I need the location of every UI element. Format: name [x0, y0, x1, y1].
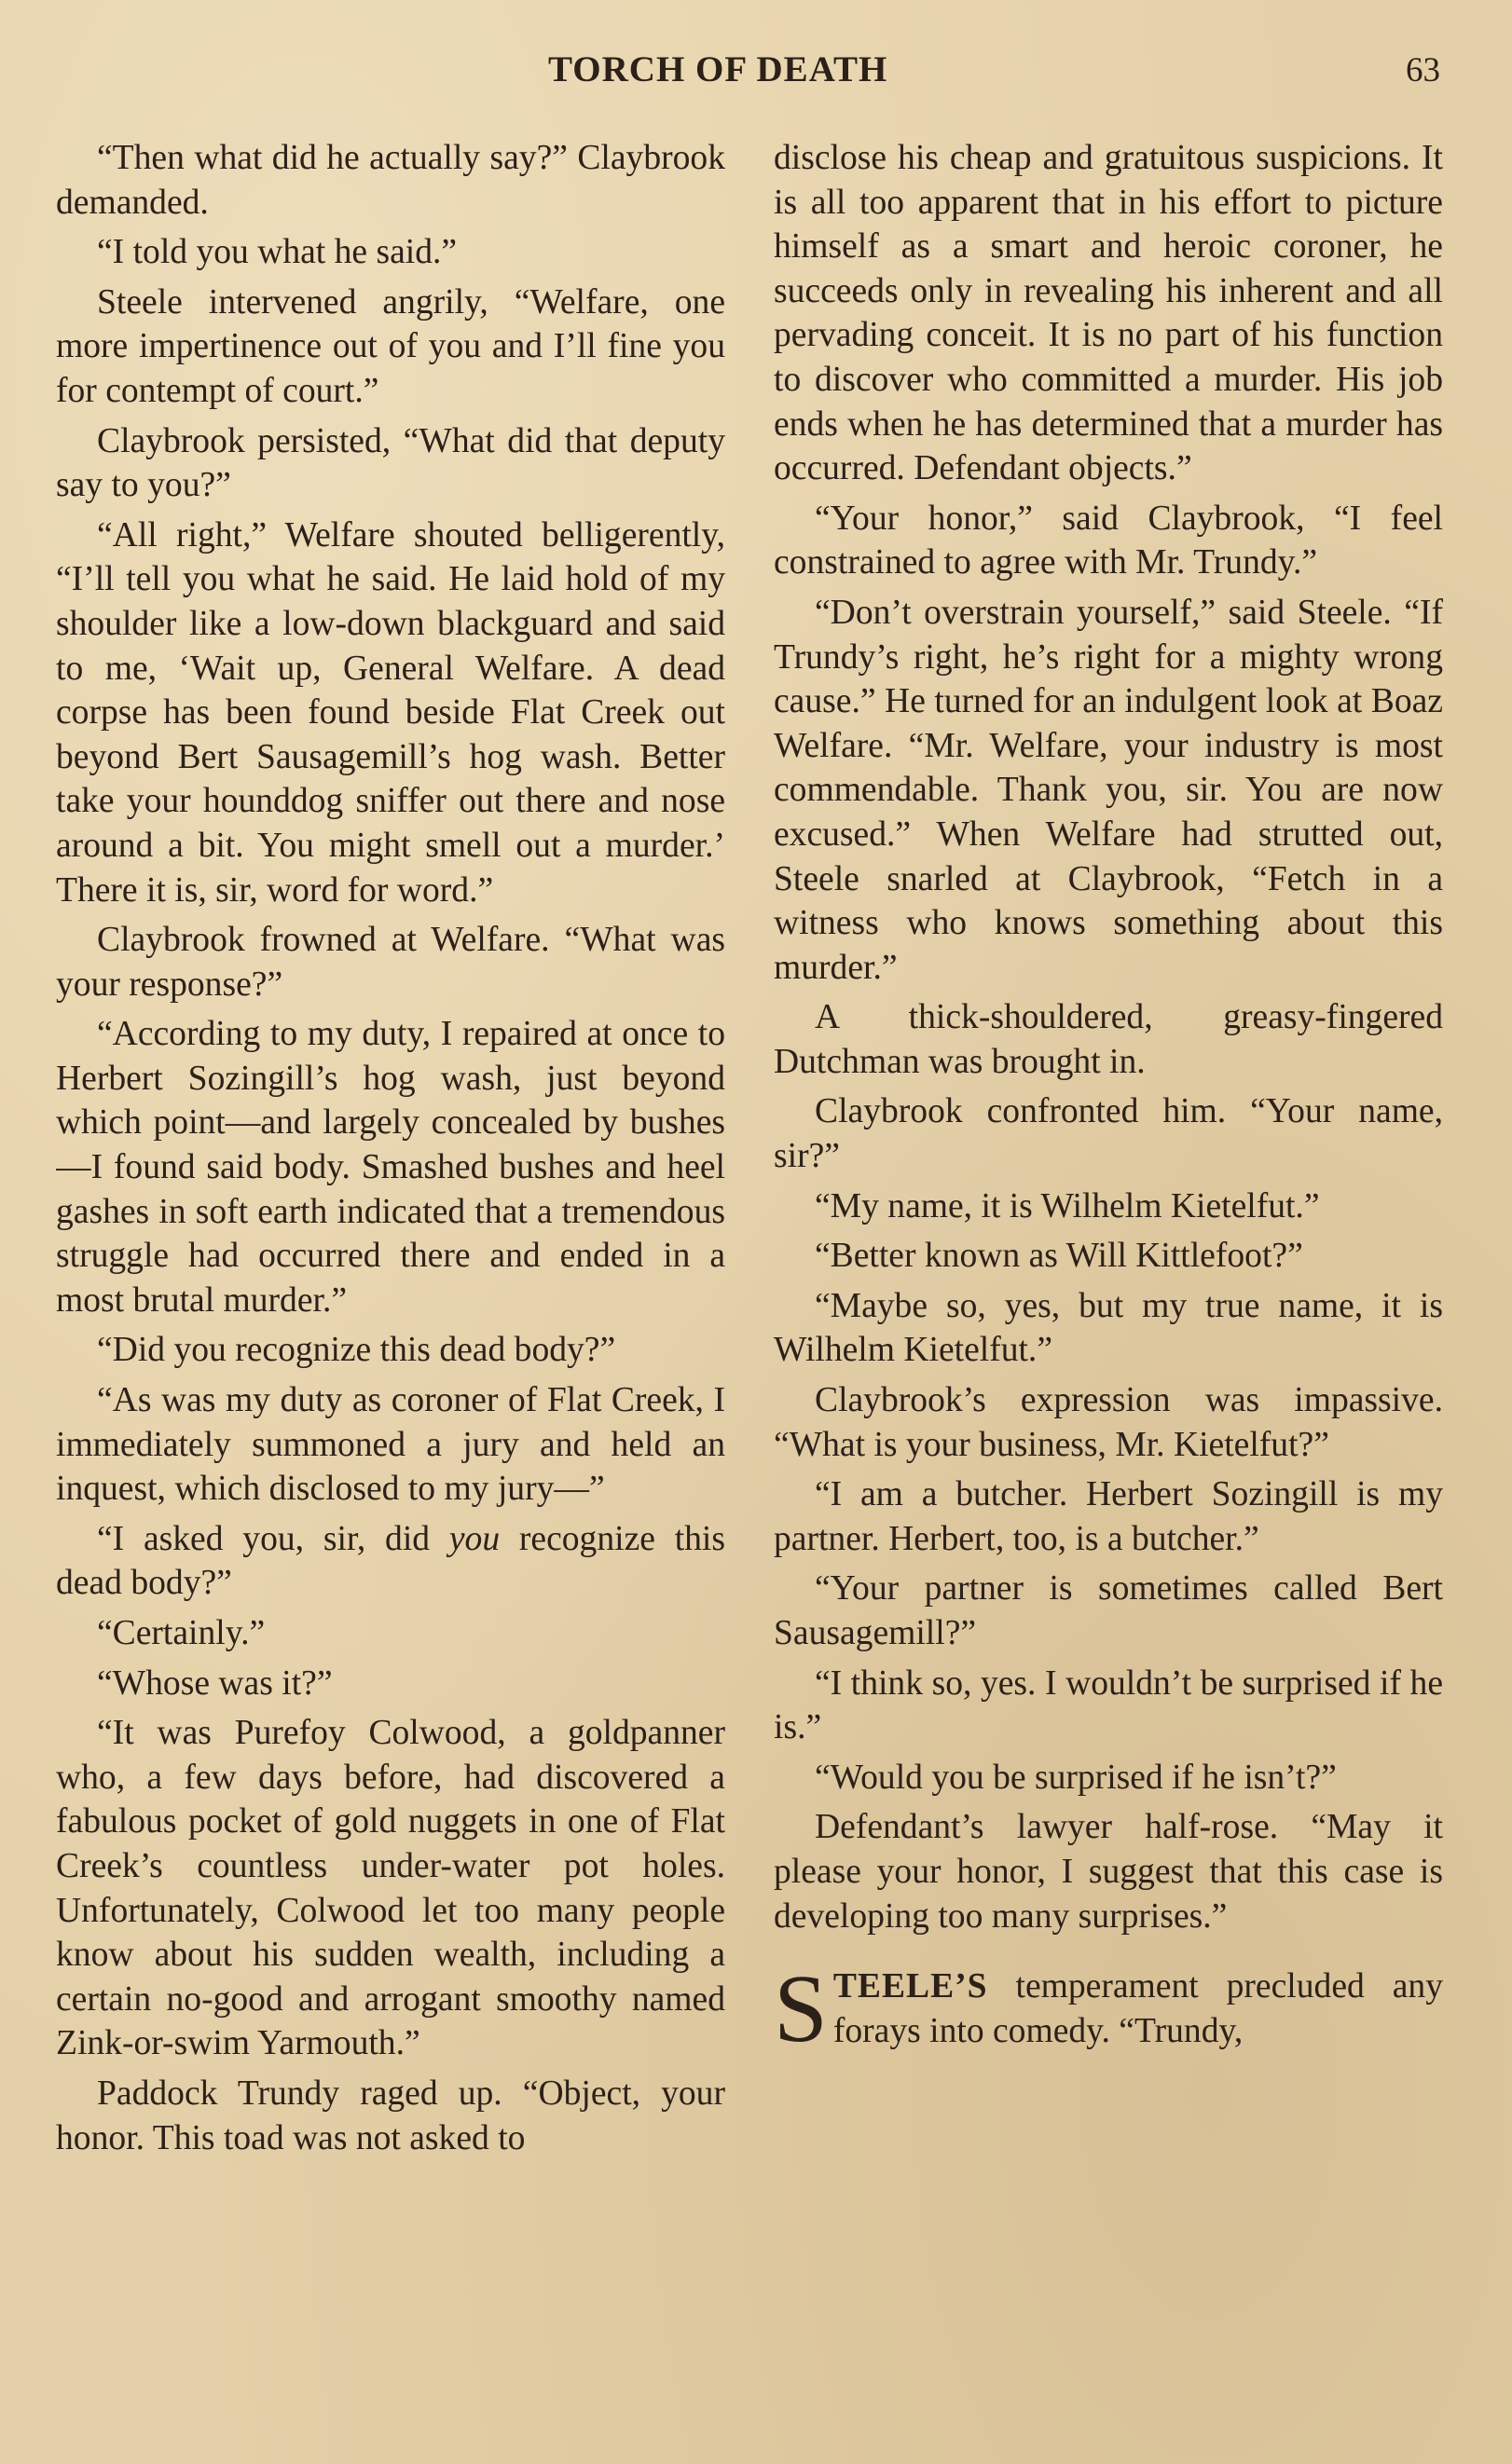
paragraph: “Whose was it?”	[97, 1663, 333, 1703]
paragraph: Defendant’s lawyer half-rose. “May it please your honor, I suggest that this case is developing too many surprises.”	[774, 1808, 1443, 1936]
paragraph: “Your partner is sometimes called Bert Sausagemill?”	[774, 1569, 1443, 1652]
right-column	[774, 136, 1443, 2410]
page-number: 63	[1406, 51, 1440, 89]
paragraph-text: temperament precluded any forays into comedy. “Trundy,	[832, 1967, 1443, 2050]
page-header	[0, 48, 1512, 95]
paragraph-continued: disclose his cheap and gratuitous suspicions. It is all too apparent that in his effort to picture himself as a smart and heroic coroner, he succeeds only in revealing his inherent and all pervading conceit. It is no part of his function to discover who committed a murder. His job ends when he has determined that a murder has occurred. Defendant objects.”	[774, 139, 1443, 488]
paragraph: “All right,” Welfare shouted belligerently, “I’ll tell you what he said. He laid hold of my shoulder like a low-down blackguard and said to me, ‘Wait up, General Welfare. A dead corpse has been found beside Flat Creek out beyond Bert Sausagemill’s hog wash. Better take your hounddog sniffer out there and nose around a bit. You might smell out a murder.’ There it is, sir, word for word.”	[56, 515, 725, 910]
paragraph: Claybrook frowned at Welfare. “What was your response?”	[56, 921, 725, 1004]
paragraph	[56, 1517, 725, 1606]
paragraph: “Certainly.”	[97, 1614, 266, 1652]
left-column	[56, 136, 725, 2410]
paragraph: Paddock Trundy raged up. “Object, your honor. This toad was not asked to	[56, 2074, 725, 2157]
paragraph: “As was my duty as coroner of Flat Creek, I immediately summoned a jury and held an inquest, which disclosed to my jury—”	[56, 1381, 725, 1509]
emphasis-text: you	[448, 1519, 501, 1558]
paragraph: A thick-shouldered, greasy-fingered Dutchman was brought in.	[774, 998, 1443, 1081]
paragraph: “Would you be surprised if he isn’t?”	[815, 1758, 1337, 1797]
paragraph: “Maybe so, yes, but my true name, it is Wilhelm Kietelfut.”	[774, 1286, 1443, 1370]
paragraph: Claybrook persisted, “What did that deputy say to you?”	[56, 421, 725, 505]
small-caps-lead: TEELE’S	[832, 1967, 988, 2006]
section-start-paragraph	[774, 1955, 1443, 2063]
paragraph: “My name, it is Wilhelm Kietelfut.”	[815, 1186, 1320, 1225]
paragraph: “Your honor,” said Claybrook, “I feel constrained to agree with Mr. Trundy.”	[774, 499, 1443, 582]
paragraph: Claybrook confronted him. “Your name, sir?”	[774, 1092, 1443, 1176]
paragraph: Steele intervened angrily, “Welfare, one more impertinence out of you and I’ll fine you for contempt of court.”	[56, 282, 725, 410]
paragraph: Claybrook’s expression was impassive. “What is your business, Mr. Kietelfut?”	[774, 1381, 1443, 1464]
paragraph-text: recognize this dead body?”	[56, 1519, 725, 1603]
paragraph-text: “I asked you, sir, did	[97, 1519, 449, 1558]
drop-cap: S	[774, 1955, 828, 2063]
paragraph: “I told you what he said.”	[97, 233, 458, 272]
paragraph: “It was Purefoy Colwood, a goldpanner who, a few days before, had discovered a fabulous pocket of gold nuggets in one of Flat Creek’s countless under-water pot holes. Unfortunately, Colwood let too many people know about his sudden wealth, including a certain no-good and arrogant smoothy named Zink-or-swim Yarmouth.”	[56, 1714, 725, 2063]
paragraph: “Then what did he actually say?” Claybrook demanded.	[56, 139, 725, 222]
paragraph: “Did you recognize this dead body?”	[97, 1331, 616, 1370]
running-head: TORCH OF DEATH	[548, 49, 888, 89]
paragraph: “Better known as Will Kittlefoot?”	[815, 1237, 1303, 1276]
paragraph: “According to my duty, I repaired at once to Herbert Sozingill’s hog wash, just beyond which point—and largely concealed by bushes—I found said body. Smashed bushes and heel gashes in soft earth indicated that a tremendous struggle had occurred there and ended in a most brutal murder.”	[56, 1015, 725, 1320]
paragraph: “Don’t overstrain yourself,” said Steele. “If Trundy’s right, he’s right for a mighty wrong cause.” He turned for an indulgent look at Boaz Welfare. “Mr. Welfare, your industry is most commendable. Thank you, sir. You are now excused.” When Welfare had strutted out, Steele snarled at Claybrook, “Fetch in a witness who knows something about this murder.”	[774, 593, 1443, 987]
paragraph: “I think so, yes. I wouldn’t be surprised if he is.”	[774, 1663, 1443, 1747]
paragraph: “I am a butcher. Herbert Sozingill is my partner. Herbert, too, is a butcher.”	[774, 1475, 1443, 1558]
